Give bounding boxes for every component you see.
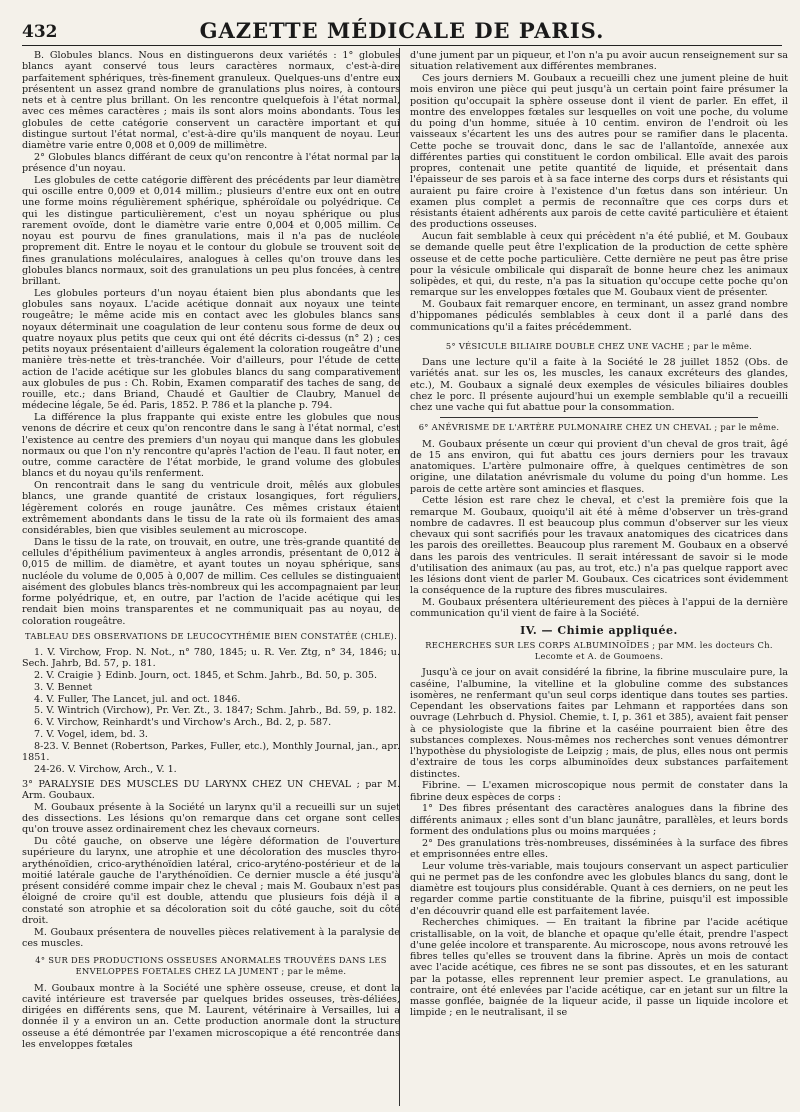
journal-title: GAZETTE MÉDICALE DE PARIS. [199, 18, 605, 43]
paragraph: La différence la plus frappante qui existe entre les globules que nous venons de décrire et ceux qu'on rencontre dans le sang à l'état normal, c'est l'existence au centre des premiers d'un noyau qui manque dans les globules normaux ou que l'on n'y rencontre qu'après l'action de l'eau. Il faut noter, en outre, comme caractère de l'état morbide, le grand volume des globules blancs et du noyau qu'ils renferment. [22, 412, 400, 480]
reference-item: 24-26. V. Virchow, Arch., V. 1. [34, 763, 177, 775]
reference-item: 2. V. Craigie } Edinb. Journ, oct. 1845, et Schm. Jahrb., Bd. 50, p. 305. [34, 670, 377, 681]
paragraph: M. Goubaux présentera de nouvelles pièces relativement à la paralysie de ces muscles. [22, 926, 400, 949]
paragraph: Recherches chimiques. — En traitant la fibrine par l'acide acétique cristallisable, on la voit, de blanche et opaque qu'elle était, prendre l'aspect d'une gelée incolore et transparente. Au microscope, nous avons retrouvé les fibres telles qu'elles se trouvent dans la fibrine. Après un mois de contact avec l'acide acétique, ces fibres ne se sont pas dissoutes, et en les saturant par la potasse, elles reprennent leur premier aspect. Le granulations, au contraire, ont été enlevées par l'acide acétique, car en jetant sur un filtre la masse gonflée, baignée de la liqueur acide, il passe un liquide incolore et limpide ; en le neutralisant, il se [410, 917, 788, 1019]
reference-item: 8-23. V. Bennet (Robertson, Parkes, Fuller, etc.), Monthly Journal, jan., apr. 1851. [22, 740, 400, 763]
reference-item: 5. V. Wintrich (Virchow), Pr. Ver. Zt., 3. 1847; Schm. Jahrb., Bd. 59, p. 182. [34, 705, 397, 717]
section-heading: 3° PARALYSIE DES MUSCLES DU LARYNX CHEZ UN CHEVAL ; par M. Arm. Goubaux. [22, 778, 400, 801]
reference-item: 6. V. Virchow, Reinhardt's und Virchow's Arch., Bd. 2, p. 587. [34, 717, 332, 728]
paragraph: M. Goubaux montre à la Société une sphère osseuse, creuse, et dont la cavité intérieure est traversée par quelques brides osseuses, très-déliées, dirigées en différents sens, que M. Laurent, vétérinaire à Versailles, lui a donnée il y a environ un an. Cette production anormale dont la structure osseuse a été démontrée par l'examen microscopique a été rencontrée dans les enveloppes fœtales [22, 982, 400, 1050]
right-column [410, 50, 788, 1104]
reference-item: 4. V. Fuller, The Lancet, jul. and oct. 1846. [34, 693, 241, 705]
paragraph: B. Globules blancs. Nous en distinguerons deux variétés : 1° globules blancs ayant conservé tous leurs caractères normaux, c'est-à-dire parfaitement sphériques, très-finement granuleux. Quelques-uns d'entre eux présentent un assez grand nombre de granulations plus noires, à contours nets et à centre plus brillant. On les rencontre quelquefois à l'état normal, avec ces mêmes caractères ; mais ils sont alors moins abondants. Tous les globules de cette catégorie conservent un caractère important et qui distingue surtout l'état normal, c'est-à-dire qu'ils manquent de noyau. Leur diamètre varie entre 0,008 et 0,009 de millimètre. [22, 50, 400, 151]
paragraph: Cette lésion est rare chez le cheval, et c'est la première fois que la remarque M. Goubaux, quoiqu'il ait été à même d'observer un très-grand nombre de cadavres. Il est beaucoup plus commun d'observer sur les vieux chevaux qui sont sacrifiés pour les travaux anatomiques des cicatrices dans les parois des oreillettes. Beaucoup plus rarement M. Goubaux en a observé dans les parois des ventricules. Il serait intéressant de savoir si le mode d'utilisation des animaux (au pas, au trot, etc.) n'a pas quelque rapport avec les lésions dont vient de parler M. Goubaux. Ces cicatrices sont évidemment la conséquence de la rupture des fibres musculaires. [410, 495, 788, 597]
paragraph: Leur volume très-variable, mais toujours conservant un aspect particulier qui ne permet pas de les confondre avec les globules blancs du sang, dont le diamètre est toujours plus considérable. Quant à ces derniers, on ne peut les regarder comme partie constituante de la fibrine, puisqu'il est impossible d'en découvrir quand elle est parfaitement lavée. [410, 860, 788, 917]
page-number: 432 [22, 22, 58, 42]
page-header [22, 18, 782, 44]
divider [440, 417, 758, 418]
paragraph: 2° Des granulations très-nombreuses, disséminées à la surface des fibres et emprisonnées entre elles. [410, 837, 788, 860]
paragraph: Fibrine. — L'examen microscopique nous permit de constater dans la fibrine deux espèces de corps : [410, 780, 788, 803]
reference-list [22, 647, 400, 775]
header-rule [22, 45, 782, 46]
paragraph: 1° Des fibres présentant des caractères analogues dans la fibrine des différents animaux ; elles sont d'un blanc jaunâtre, parallèles, et leurs bords forment des ondulations plus ou moins marquées ; [410, 803, 788, 837]
reference-item: 1. V. Virchow, Frор. N. Not., n° 780, 1845; u. R. Ver. Ztg, n° 34, 1846; u. Sech. Jahrb, Bd. 57, p. 181. [22, 647, 400, 670]
paragraph: On rencontrait dans le sang du ventricule droit, mêlés aux globules blancs, une grande quantité de cristaux losangiques, fort réguliers, légèrement colorés en rouge jaunâtre. Ces mêmes cristaux étaient extrêmement abondants dans le tissu de la rate où ils formaient des amas considérables, bien que visibles seulement au microscope. [22, 480, 400, 536]
paragraph: M. Goubaux fait remarquer encore, en terminant, un assez grand nombre d'hippomanes pédiculés semblables à ceux dont il a parlé dans des communications qu'il a faites précédemment. [410, 299, 788, 333]
paragraph: Ces jours derniers M. Goubaux a recueilli chez une jument pleine de huit mois environ une pièce qui peut jusqu'à un certain point faire présumer la position qu'occupait la sphère osseuse dont il vient de parler. En effet, il montre des enveloppes fœtales sur lesquelles on voit une poche, du volume du poing d'un homme, située à 10 centim. environ de l'endroit où les vaisseaux s'écartent les uns des autres pour se ramifier dans le placenta. Cette poche se trouvait donc, dans le sac de l'allantoïde, annexée aux différentes parties qui constituent le cordon ombilical. Elle avait des parois propres, contenait une petite quantité de liquide, et présentait dans l'épaisseur de ses parois et à sa face interne des corps durs et résistants qui auraient pu faire croire à l'existence d'un fœtus dans son intérieur. Un examen plus complet a permis de reconnaître que ces corps durs et résistants étaient adhérents aux parois de cette cavité particulière et étaient des productions osseuses. [410, 73, 788, 231]
paragraph: M. Goubaux présente un cœur qui provient d'un cheval de gros trait, âgé de 15 ans environ, qui fut abattu ces jours derniers pour les travaux anatomiques. L'artère pulmonaire offre, à quelques centimètres de son origine, une dilatation anévrismale du volume du poing d'un homme. Les parois de cette artère sont amincies et flasques. [410, 438, 788, 495]
article-title: RECHERCHES SUR LES CORPS ALBUMINOÏDES ; par MM. les docteurs Ch. Lecomte et A. de Goumoens. [425, 639, 773, 661]
paragraph: Dans une lecture qu'il a faite à la Société le 28 juillet 1852 (Obs. de variétés anat. sur les os, les muscles, les canaux excréteurs des glandes, etc.), M. Goubaux a signalé deux exemples de vésicules biliaires doubles chez le porc. Il présente aujourd'hui un exemple semblable qu'il a recueilli chez une vache qui fut abattue pour la consommation. [410, 357, 788, 413]
left-column [22, 50, 400, 1104]
paragraph: Aucun fait semblable à ceux qui précèdent n'a été publié, et M. Goubaux se demande quelle peut être l'explication de la production de cette sphère osseuse et de cette poche particulière. Cette dernière ne peut pas être prise pour la vésicule ombilicale qui disparaît de bonne heure chez les animaux solipèdes, et qui, du reste, n'a pas la situation qu'occupe cette poche qu'on remarque sur les enveloppes fœtales que M. Goubaux vient de présenter. [410, 231, 788, 299]
section-heading: 5° VÉSICULE BILIAIRE DOUBLE CHEZ UNE VACHE ; par le même. [445, 340, 753, 351]
paragraph: M. Goubaux présente à la Société un larynx qu'il a recueilli sur un sujet des dissections. Les lésions qu'on remarque dans cet organe sont celles qu'on trouve assez ordinairement chez les chevaux corneurs. [22, 801, 400, 836]
section-heading: 6° ANÉVRISME DE L'ARTÈRE PULMONAIRE CHEZ UN CHEVAL ; par le même. [418, 422, 780, 433]
paragraph: 2° Globules blancs différant de ceux qu'on rencontre à l'état normal par la présence d'un noyau. [22, 151, 400, 174]
paragraph: d'une jument par un piqueur, et l'on n'a pu avoir aucun renseignement sur sa situation relativement aux différentes membranes. [410, 50, 788, 73]
paragraph: Les globules de cette catégorie diffèrent des précédents par leur diamètre qui oscille entre 0,009 et 0,014 millim.; plusieurs d'entre eux ont en outre une forme moins régulièrement sphérique, sphéroïdale ou polyédrique. Ce qui les distingue particulièrement, c'est un noyau sphérique ou plus rarement ovoïde, dont le diamètre varie entre 0,004 et 0,005 millim. Ce noyau est pourvu de fines granulations, mais il n'a pas de nucléole proprement dit. Entre le noyau et le contour du globule se trouvent soit de fines granulations moléculaires, analogues à celles qu'on trouve dans les globules blancs normaux, soit des granulations un peu plus foncées, à centre brillant. [22, 174, 400, 287]
section-heading: 4° SUR DES PRODUCTIONS OSSEUSES ANORMALES TROUVÉES DANS LES ENVELOPPES FOETALES CHEZ LA JUMENT ; par le même. [35, 955, 387, 977]
section-title: IV. — Chimie appliquée. [520, 623, 678, 637]
paragraph: Les globules porteurs d'un noyau étaient bien plus abondants que les globules sans noyaux. L'acide acétique donnait aux noyaux une teinte rougeâtre; le même acide mis en contact avec les globules blancs sans noyaux déterminait une coagulation de leur contenu sous forme de deux ou quatre noyaux plus petits que ceux qui ont été décrits ci-dessus (n° 2) ; ces petits noyaux présentaient d'ailleurs également la coloration rougeâtre d'une manière très-nette et très-tranchée. Voir d'ailleurs, pour l'étude de cette action de l'acide acétique sur les globules blancs du sang comparativement aux globules de pus : Ch. Robin, Examen comparatif des taches de sang, de rouille, etc.; dans Briand, Chaudé et Gaultier de Claubry, Manuel de médecine légale, 5e éd. Paris, 1852. P. 786 et la planche p. 794. [22, 287, 400, 412]
paragraph: Jusqu'à ce jour on avait considéré la fibrine, la fibrine musculaire pure, la caséine, l'albumine, la vitelline et la globuline comme des substances isomères, ne renfermant qu'un seul corps identique dans toutes ses parties. Cependant les observations faites par Lehmann et rapportées dans son ouvrage (Lehrbuch d. Physiol. Chemie, t. I, p. 361 et 385), avaient fait penser à ce physiologiste que la fibrine et la caséine pourraient bien être des substances complexes. Nous-mêmes nos recherches sont venues démontrer l'hypothèse du physiologiste de Leipzig ; mais, de plus, elles nous ont permis d'extraire de tous les corps albuminoïdes deux substances parfaitement distinctes. [410, 667, 788, 780]
reference-item: 7. V. Vogel, idem, bd. 3. [34, 728, 148, 740]
paragraph: M. Goubaux présentera ultérieurement des pièces à l'appui de la dernière communication qu'il vient de faire à la Société. [410, 597, 788, 620]
paragraph: Dans le tissu de la rate, on trouvait, en outre, une très-grande quantité de cellules d'épithélium pavimenteux à angles arrondis, présentant de 0,012 à 0,015 de millim. de diamètre, et ayant toutes un noyau sphérique, sans nucléole du volume de 0,005 à 0,007 de millim. Ces cellules se distinguaient aisément des globules blancs très-nombreux qui les accompagnaient par leur forme polyédrique, et, en outre, par l'action de l'acide acétique qui les rendait bien moins transparentes et ne communiquait pas au noyau, de coloration rougeâtre. [22, 536, 400, 627]
table-title: TABLEAU DES OBSERVATIONS DE LEUCOCYTHÉMIE BIEN CONSTATÉE (CHLE). [24, 630, 398, 641]
reference-item: 3. V. Bennet [34, 681, 93, 693]
paragraph: Du côté gauche, on observe une légère déformation de l'ouverture supérieure du larynx, une atrophie et une décoloration des muscles thyro-arythénoïdien, crico-arythénoïdien latéral, crico-aryténo-postérieur et de la moitié latérale gauche de l'arythénoïdien. Ce dernier muscle a été jusqu'à présent considéré comme impair chez le cheval ; mais M. Goubaux n'est pas éloigné de croire qu'il est double, attendu que plusieurs fois déjà il a constaté son atrophie et sa décoloration soit du côté gauche, soit du côté droit. [22, 836, 400, 926]
